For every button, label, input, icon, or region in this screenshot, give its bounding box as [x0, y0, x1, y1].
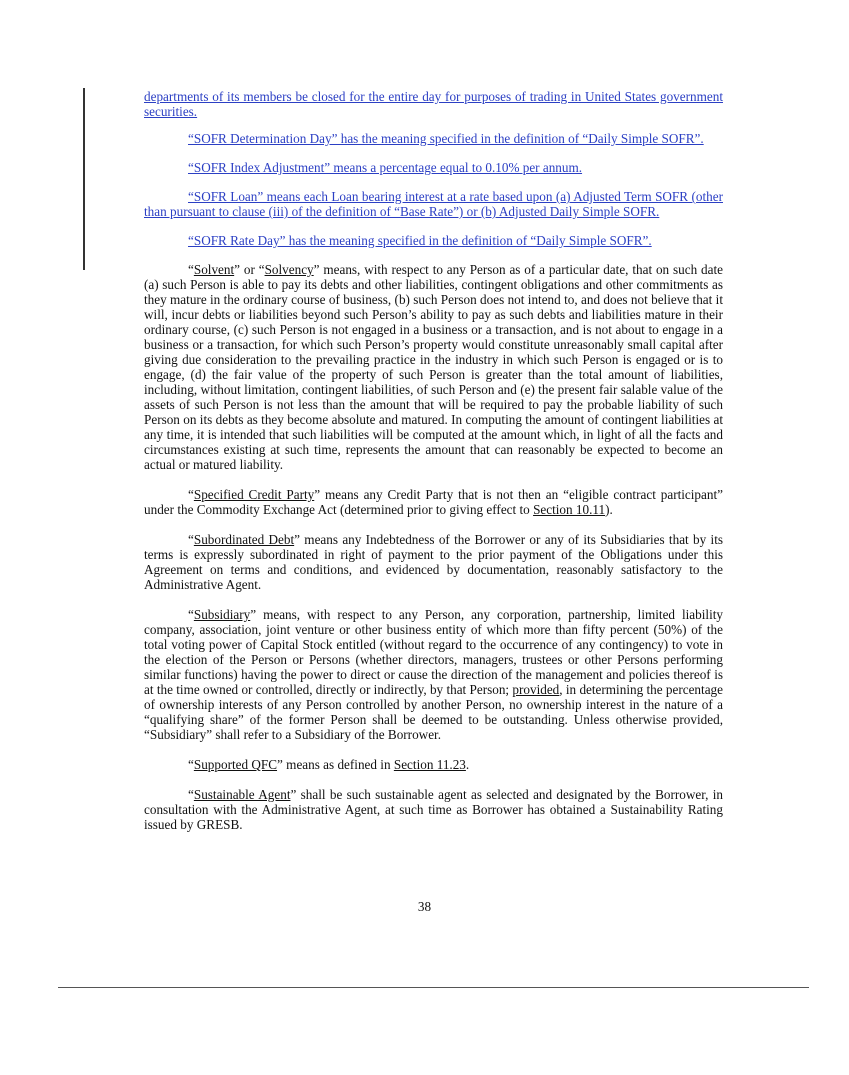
defined-term-subsidiary: Subsidiary: [193, 607, 251, 622]
footer-divider: [58, 987, 809, 988]
definition-sofr-index-adjustment: “SOFR Index Adjustment” means a percentage equal to 0.10% per annum.: [188, 160, 583, 175]
definition-sofr-determination-day: “SOFR Determination Day” has the meaning specified in the definition of “Daily Simple SOFR”.: [188, 131, 704, 146]
definition-solvent: “Solvent” or “Solvency” means, with respect to any Person as of a particular date, that on such date (a) such Person is able to pay its debts and other liabilities, contingent obligations and other commitments as they mature in the ordinary course of business, (b) such Person does not intend to, and does not believe that it will, incur debts or liabilities beyond such Person’s ability to pay as such debts and liabilities mature in their ordinary course, (c) such Person is not engaged in a business or a transaction, and is not about to engage in a business or a transaction, for which such Person’s property would constitute unreasonably small capital after giving due consideration to the prevailing practice in the industry in which such Person is engaged or is to engage, (d) the fair value of the property of such Person is greater than the total amount of liabilities, including, without limitation, contingent liabilities, of such Person and (e) the present fair salable value of the assets of such Person is not less than the amount that will be required to pay the probable liability of such Person on its debts as they become absolute and matured. In computing the amount of contingent liabilities at any time, it is intended that such liabilities will be computed at the amount which, in light of all the facts and circumstances existing at such time, represents the amount that can reasonably be expected to become an actual or matured liability.: [144, 262, 723, 472]
defined-term-solvent: Solvent: [193, 262, 235, 277]
page-body: [144, 89, 723, 832]
cross-reference-section-11-23[interactable]: Section 11.23: [393, 757, 466, 772]
definition-subsidiary: “Subsidiary” means, with respect to any Person, any corporation, partnership, limited liability company, association, joint venture or other business entity of which more than fifty percent (50%) of the total voting power of Capital Stock entitled (without regard to the occurrence of any contingency) to vote in the election of the Person or Persons (whether directors, managers, trustees or other Persons performing similar functions) having the power to direct or cause the direction of the management and policies thereof is at the time owned or controlled, directly or indirectly, by that Person; provided, in determining the percentage of ownership interests of any Person controlled by another Person, no ownership interest in the nature of a “qualifying share” of the former Person shall be deemed to be outstanding. Unless otherwise provided, “Subsidiary” shall refer to a Subsidiary of the Borrower.: [144, 607, 723, 742]
defined-term-subordinated-debt: Subordinated Debt: [193, 532, 295, 547]
defined-term-supported-qfc: Supported QFC: [193, 757, 278, 772]
revision-change-bar: [83, 88, 85, 270]
inserted-paragraph-continuation: departments of its members be closed for the entire day for purposes of trading in United States government securities.: [144, 89, 723, 119]
definition-sofr-rate-day: “SOFR Rate Day” has the meaning specified in the definition of “Daily Simple SOFR”.: [188, 233, 652, 248]
page-number: 38: [417, 899, 432, 914]
defined-term-solvency: Solvency: [264, 262, 314, 277]
cross-reference-section-10-11[interactable]: Section 10.11: [533, 502, 606, 517]
definition-specified-credit-party: “Specified Credit Party” means any Credit Party that is not then an “eligible contract participant” under the Commodity Exchange Act (determined prior to giving effect to Section 10.11).: [144, 487, 723, 517]
definition-sustainable-agent: “Sustainable Agent” shall be such sustainable agent as selected and designated by the Borrower, in consultation with the Administrative Agent, at such time as Borrower has obtained a Sustainability Rating issued by GRESB.: [144, 787, 723, 832]
defined-term-specified-credit-party: Specified Credit Party: [193, 487, 315, 502]
proviso-provided: provided: [512, 682, 560, 697]
definition-subordinated-debt: “Subordinated Debt” means any Indebtedness of the Borrower or any of its Subsidiaries that by its terms is expressly subordinated in right of payment to the prior payment of the Obligations under this Agreement on terms and conditions, and evidenced by documentation, reasonably satisfactory to the Administrative Agent.: [144, 532, 723, 592]
definition-sofr-loan: “SOFR Loan” means each Loan bearing interest at a rate based upon (a) Adjusted Term SOFR (other than pursuant to clause (iii) of the definition of “Base Rate”) or (b) Adjusted Daily Simple SOFR.: [144, 189, 723, 219]
definition-supported-qfc: “Supported QFC” means as defined in Section 11.23.: [188, 757, 470, 772]
defined-term-sustainable-agent: Sustainable Agent: [193, 787, 291, 802]
